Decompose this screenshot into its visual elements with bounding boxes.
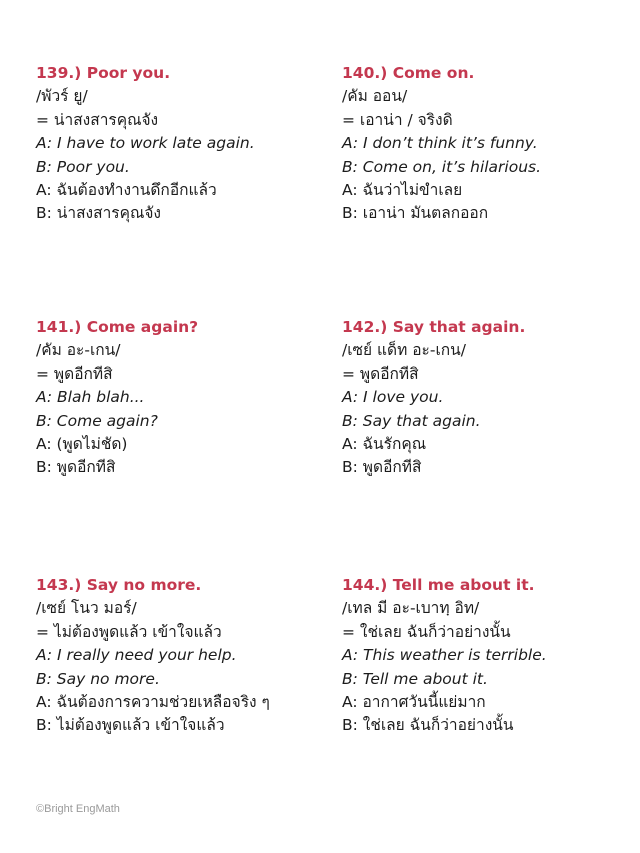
pronunciation: /คัม ออน/ [342, 87, 408, 106]
pronunciation: /คัม อะ-เกน/ [36, 341, 121, 360]
example-en-b: B: Say no more. [36, 669, 160, 688]
pronunciation: /พัวร์ ยู/ [36, 87, 88, 106]
example-th-b: B: พูดอีกทีสิ [36, 458, 116, 477]
meaning: = พูดอีกทีสิ [36, 364, 113, 383]
phrase-title: 142.) Say that again. [342, 318, 526, 336]
example-th-b: B: ใช่เลย ฉันก็ว่าอย่างนั้น [342, 716, 514, 735]
copyright-footer: ©Bright EngMath [36, 803, 120, 815]
example-en-b: B: Come on, it’s hilarious. [342, 157, 542, 176]
phrase-card-140 [342, 62, 632, 226]
example-en-a: A: Blah blah... [36, 388, 145, 407]
phrase-card-144 [342, 574, 632, 738]
example-en-b: B: Tell me about it. [342, 669, 488, 688]
pronunciation: /เทล มี อะ-เบาทฺ อิท/ [342, 599, 480, 618]
example-th-a: A: ฉันรักคุณ [342, 435, 427, 454]
example-th-b: B: ไม่ต้องพูดแล้ว เข้าใจแล้ว [36, 716, 225, 735]
meaning: = เอาน่า / จริงดิ [342, 110, 453, 129]
meaning: = ใช่เลย ฉันก็ว่าอย่างนั้น [342, 622, 511, 641]
example-en-a: A: I don’t think it’s funny. [342, 134, 538, 153]
meaning: = ไม่ต้องพูดแล้ว เข้าใจแล้ว [36, 622, 222, 641]
example-th-b: B: น่าสงสารคุณจัง [36, 204, 161, 223]
phrase-card-142 [342, 316, 632, 480]
phrase-title: 141.) Come again? [36, 318, 199, 336]
example-en-b: B: Poor you. [36, 157, 130, 176]
example-th-a: A: (พูดไม่ชัด) [36, 435, 128, 454]
example-th-a: A: ฉันต้องทำงานดึกอีกแล้ว [36, 181, 217, 200]
example-en-a: A: I have to work late again. [36, 134, 255, 153]
pronunciation: /เซย์ แด็ท อะ-เกน/ [342, 341, 466, 360]
example-en-a: A: This weather is terrible. [342, 646, 547, 665]
phrase-title: 139.) Poor you. [36, 64, 171, 82]
pronunciation: /เซย์ โนว มอร์/ [36, 599, 137, 618]
example-th-a: A: อากาศวันนี้แย่มาก [342, 693, 486, 712]
phrase-card-141 [36, 316, 326, 480]
example-en-b: B: Say that again. [342, 411, 481, 430]
example-en-b: B: Come again? [36, 411, 158, 430]
meaning: = น่าสงสารคุณจัง [36, 110, 159, 129]
phrase-title: 143.) Say no more. [36, 576, 202, 594]
example-th-b: B: พูดอีกทีสิ [342, 458, 422, 477]
example-en-a: A: I really need your help. [36, 646, 237, 665]
example-th-a: A: ฉันต้องการความช่วยเหลือจริง ๆ [36, 693, 270, 712]
phrase-title: 140.) Come on. [342, 64, 475, 82]
phrase-card-143 [36, 574, 286, 738]
example-en-a: A: I love you. [342, 388, 444, 407]
phrase-title: 144.) Tell me about it. [342, 576, 535, 594]
example-th-a: A: ฉันว่าไม่ขำเลย [342, 181, 463, 200]
meaning: = พูดอีกทีสิ [342, 364, 419, 383]
phrase-card-139 [36, 62, 326, 226]
example-th-b: B: เอาน่า มันตลกออก [342, 204, 489, 223]
